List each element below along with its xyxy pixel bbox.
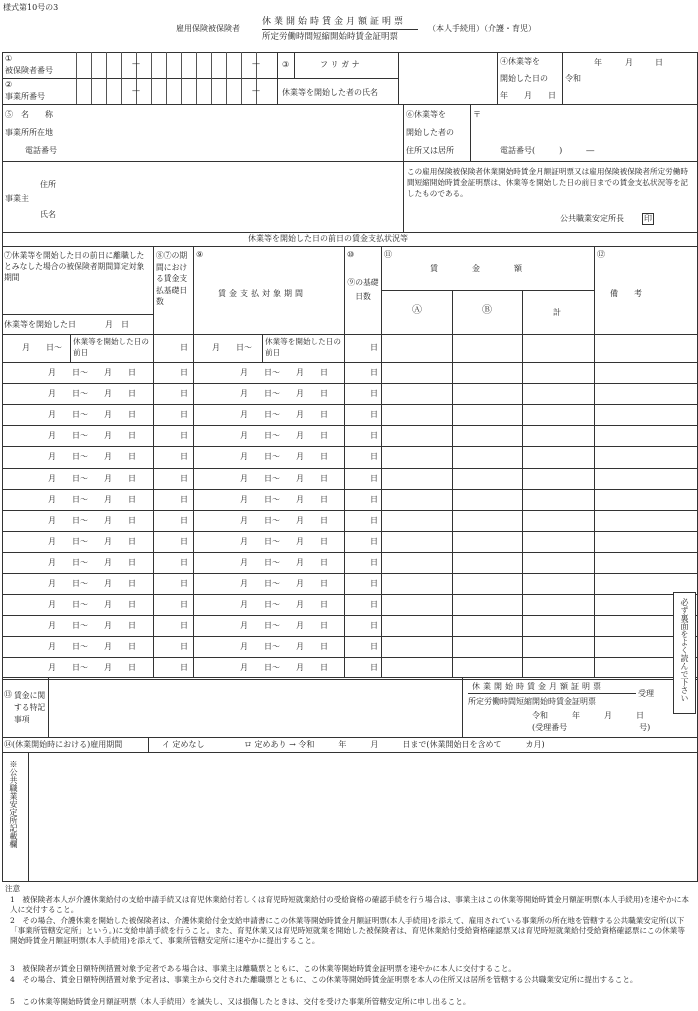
row-base-days[interactable]: 日 xyxy=(370,600,378,610)
row-period[interactable]: 月 日～ 月 日 xyxy=(48,452,136,462)
employer-label: 事業主 xyxy=(5,194,29,203)
field4-era: 令和 xyxy=(565,74,581,83)
employer-input[interactable] xyxy=(70,163,400,231)
row-period[interactable]: 月 日～ 月 日 xyxy=(48,389,136,399)
row-base-days[interactable]: 日 xyxy=(370,642,378,652)
row-pay-period[interactable]: 月 日～ 月 日 xyxy=(240,494,328,504)
row-pay-period[interactable]: 月 日～ 月 日 xyxy=(240,431,328,441)
note-2: 2 その場合、介護休業を開始した被保険者は、介護休業給付金支給申請書にこの休業等開始時賃金月額証明票(本人手続用)を添えて、雇用されている事業所の所在地を管轄する公共職業安定所(以下「事業所管轄安定所」という。)に支給申請手続を行うこと。また、育児休業又は育児時短就業を開始した被保険者は、育児休業給付受給資格確認票又は育児時短就業給付受給資格確認票にこの休業等開始時賃金月額証明票(本人手続用)を添えて、事業所管轄安定所に速やかに提出すること。 xyxy=(10,916,685,945)
first-row-pay-prev-day: 休業等を開始した日の前日 xyxy=(265,337,341,357)
row-pay-period[interactable]: 月 日～ 月 日 xyxy=(240,368,328,377)
row-period[interactable]: 月 日～ 月 日 xyxy=(48,579,136,588)
row-divider xyxy=(2,573,698,574)
row-base-days[interactable]: 日 xyxy=(370,494,378,504)
row-divider xyxy=(2,489,698,490)
office-use-input[interactable] xyxy=(30,754,696,880)
field6-label-2: 開始した者の xyxy=(406,128,454,137)
first-row-base-days: 日 xyxy=(370,343,378,352)
special-label: 賃金に関する特記事項 xyxy=(14,691,46,724)
seal-mark: 印 xyxy=(644,214,652,223)
row-pay-period[interactable]: 月 日～ 月 日 xyxy=(240,557,328,567)
row-pay-period[interactable]: 月 日～ 月 日 xyxy=(240,410,328,420)
row-pay-period[interactable]: 月 日～ 月 日 xyxy=(240,600,328,610)
row-base-days[interactable]: 日 xyxy=(370,368,378,377)
special-input[interactable] xyxy=(50,679,460,736)
office-chief: 公共職業安定所長 xyxy=(560,214,624,223)
row-pay-period[interactable]: 月 日～ 月 日 xyxy=(240,389,328,399)
field5-label: ⑤ 名 称 xyxy=(5,110,53,119)
col7-header: ⑦休業等を開始した日の前日に離職したとみなした場合の被保険者期間算定対象期間 xyxy=(4,251,145,282)
row-period[interactable]: 月 日～ 月 日 xyxy=(48,621,136,631)
row-days[interactable]: 日 xyxy=(180,494,188,504)
row-divider xyxy=(2,468,698,469)
row-divider xyxy=(2,615,698,616)
row-base-days[interactable]: 日 xyxy=(370,452,378,462)
row-period[interactable]: 月 日～ 月 日 xyxy=(48,600,136,610)
employment-opt-none[interactable]: イ 定めなし xyxy=(162,740,205,749)
row-days[interactable]: 日 xyxy=(180,410,188,420)
row-days[interactable]: 日 xyxy=(180,579,188,588)
row-days[interactable]: 日 xyxy=(180,536,188,546)
col-total-header: 計 xyxy=(553,308,561,317)
row-divider xyxy=(2,404,698,405)
row-divider xyxy=(2,510,698,511)
row-period[interactable]: 月 日～ 月 日 xyxy=(48,368,136,377)
office-input[interactable] xyxy=(70,106,400,160)
postal-mark: 〒 xyxy=(473,110,481,119)
employment-label: ⑭(休業開始時における)雇用期間 xyxy=(4,740,123,749)
col7-start-md: 月 日 xyxy=(105,320,129,329)
row-divider xyxy=(2,425,698,426)
field3-num: ③ xyxy=(282,60,290,69)
header-title-1: 休業開始時賃金月額証明票 xyxy=(262,17,407,27)
field4-label-3: 年 月 日 xyxy=(500,91,556,100)
row-pay-period[interactable]: 月 日～ 月 日 xyxy=(240,515,328,525)
certification-text: この雇用保険被保険者休業開始時賃金月額証明票又は雇用保険被保険者所定労働時間短縮開始時賃金証明票は、休業等を開始した日の前日までの賃金支払状況等を記したものである。 xyxy=(407,167,688,198)
row-base-days[interactable]: 日 xyxy=(370,536,378,546)
field6-label-3: 住所又は居所 xyxy=(406,146,454,155)
field4-label-2: 開始した日の xyxy=(500,74,548,83)
row-period[interactable]: 月 日～ 月 日 xyxy=(48,473,136,483)
row-base-days[interactable]: 日 xyxy=(370,663,378,673)
row-days[interactable]: 日 xyxy=(180,600,188,610)
note-1: 1 被保険者本人が介護休業給付の支給申請手続又は育児休業給付若しくは育児時短就業給付の受給資格の確認手続を行う場合は、事業主はこの休業等開始時賃金月額証明票(本人手続用)を速やかに本人に交付すること。 xyxy=(10,895,689,914)
col11-num: ⑪ xyxy=(384,250,392,259)
first-row-prev-day: 休業等を開始した日の前日 xyxy=(73,337,149,357)
row-days[interactable]: 日 xyxy=(180,368,188,377)
col12-num: ⑫ xyxy=(597,250,605,259)
wage-section-title: 休業等を開始した日の前日の賃金支払状況等 xyxy=(248,234,408,243)
employer-name: 氏名 xyxy=(40,210,56,219)
row-divider xyxy=(2,446,698,447)
field6-tel: 電話番号( ) ― xyxy=(500,146,595,155)
row-divider xyxy=(2,552,698,553)
row-divider xyxy=(2,531,698,532)
first-row-pay-start: 月 日～ xyxy=(212,343,252,352)
row-pay-period[interactable]: 月 日～ 月 日 xyxy=(240,621,328,631)
field4-day: 日 xyxy=(655,58,663,67)
row-pay-period[interactable]: 月 日～ 月 日 xyxy=(240,579,328,588)
note-4: 4 その場合、賃金日額特例措置対象予定者は、事業主から交付された離職票とともに、この休業等開始時賃金証明票を本人の住所又は居所を管轄する公共職業安定所に提出すること。 xyxy=(10,975,638,984)
col10-header: ⑨の基礎日数 xyxy=(347,278,379,301)
furigana-label: フ リ ガ ナ xyxy=(320,60,360,69)
note-5: 5 この休業等開始時賃金月額証明票（本人手続用）を滅失し、又は損傷したときは、交付を受けた事業所管轄安定所に申し出ること。 xyxy=(10,997,471,1006)
row-pay-period[interactable]: 月 日～ 月 日 xyxy=(240,473,328,483)
special-receipt-no: (受理番号 号) xyxy=(532,723,651,732)
row-days[interactable]: 日 xyxy=(180,663,188,673)
header-suffix: （本人手続用）（介護・育児） xyxy=(428,24,536,33)
row-base-days[interactable]: 日 xyxy=(370,621,378,631)
side-note: 必ず裏面をよく読んで下さい xyxy=(680,598,689,702)
row-divider xyxy=(2,383,698,384)
name-input[interactable] xyxy=(399,53,496,104)
row-days[interactable]: 日 xyxy=(180,389,188,399)
col10-num: ⑩ xyxy=(347,250,355,259)
office-use-label: ※公共職業安定所記載欄 xyxy=(9,760,18,848)
row-period[interactable]: 月 日～ 月 日 xyxy=(48,410,136,420)
col9-header: 賃金支払対象期間 xyxy=(218,289,306,298)
row-base-days[interactable]: 日 xyxy=(370,431,378,441)
form-number: 様式第10号の3 xyxy=(3,3,59,12)
row-base-days[interactable]: 日 xyxy=(370,515,378,525)
row-days[interactable]: 日 xyxy=(180,621,188,631)
row-days[interactable]: 日 xyxy=(180,557,188,567)
field2-label: 事業所番号 xyxy=(5,92,45,101)
row-divider xyxy=(2,636,698,637)
special-date: 令和 年 月 日 xyxy=(532,711,644,720)
row-base-days[interactable]: 日 xyxy=(370,410,378,420)
field5-addr: 事業所所在地 xyxy=(5,128,53,137)
col11-header: 賃 金 額 xyxy=(430,264,528,273)
first-row-start: 月 日～ xyxy=(22,343,62,352)
field5-tel: 電話番号 xyxy=(25,146,57,155)
row-divider xyxy=(2,657,698,658)
row-days[interactable]: 日 xyxy=(180,431,188,441)
row-days[interactable]: 日 xyxy=(180,642,188,652)
special-cert-2: 所定労働時間短縮開始時賃金証明票 xyxy=(468,697,596,706)
row-period[interactable]: 月 日～ 月 日 xyxy=(48,431,136,441)
special-cert-1: 休業開始時賃金月額証明票 xyxy=(472,682,604,691)
special-received: 受理 xyxy=(638,689,654,698)
employment-opt-fixed[interactable]: ロ 定めあり → 令和 年 月 日まで(休業開始日を含めて カ月) xyxy=(244,740,545,749)
field3-label: 休業等を開始した者の氏名 xyxy=(282,88,378,97)
row-days[interactable]: 日 xyxy=(180,452,188,462)
field4-month: 月 xyxy=(625,58,633,67)
col12-header: 備 考 xyxy=(610,289,646,298)
row-pay-period[interactable]: 月 日～ 月 日 xyxy=(240,452,328,462)
header-title-2: 所定労働時間短縮開始時賃金証明票 xyxy=(262,32,399,42)
row-divider xyxy=(2,594,698,595)
row-base-days[interactable]: 日 xyxy=(370,473,378,483)
notes-title: 注意 xyxy=(5,884,21,893)
field6-label-1: ⑥休業等を xyxy=(406,110,446,119)
field1-label: 被保険者番号 xyxy=(5,66,53,75)
row-days[interactable]: 日 xyxy=(180,515,188,525)
col9-num: ⑨ xyxy=(196,250,204,259)
first-row-days: 日 xyxy=(180,343,188,352)
col8-header: ⑧⑦の期間における賃金支払基礎日数 xyxy=(156,251,188,306)
row-pay-period[interactable]: 月 日～ 月 日 xyxy=(240,663,328,673)
header-insured: 雇用保険被保険者 xyxy=(176,24,240,33)
row-pay-period[interactable]: 月 日～ 月 日 xyxy=(240,536,328,546)
field1-num: ① xyxy=(5,54,13,63)
note-3: 3 被保険者が賃金日額特例措置対象予定者である場合は、事業主は離職票とともに、この休業等開始時賃金証明票を速やかに本人に交付すること。 xyxy=(10,964,517,973)
row-period[interactable]: 月 日～ 月 日 xyxy=(48,557,136,567)
row-base-days[interactable]: 日 xyxy=(370,389,378,399)
col7-start-label: 休業等を開始した日 xyxy=(4,320,76,329)
row-base-days[interactable]: 日 xyxy=(370,557,378,567)
col-a-header: Ⓐ xyxy=(412,305,422,316)
row-period[interactable]: 月 日～ 月 日 xyxy=(48,494,136,504)
field4-year: 年 xyxy=(594,58,602,67)
row-period[interactable]: 月 日～ 月 日 xyxy=(48,642,136,652)
field4-label-1: ④休業等を xyxy=(500,57,540,66)
row-pay-period[interactable]: 月 日～ 月 日 xyxy=(240,642,328,652)
row-base-days[interactable]: 日 xyxy=(370,579,378,588)
row-period[interactable]: 月 日～ 月 日 xyxy=(48,663,136,673)
col-b-header: Ⓑ xyxy=(482,305,492,316)
row-days[interactable]: 日 xyxy=(180,473,188,483)
field2-num: ② xyxy=(5,80,13,89)
row-period[interactable]: 月 日～ 月 日 xyxy=(48,515,136,525)
employer-addr: 住所 xyxy=(40,180,56,189)
special-num: ⑬ xyxy=(4,690,12,699)
row-period[interactable]: 月 日～ 月 日 xyxy=(48,536,136,546)
